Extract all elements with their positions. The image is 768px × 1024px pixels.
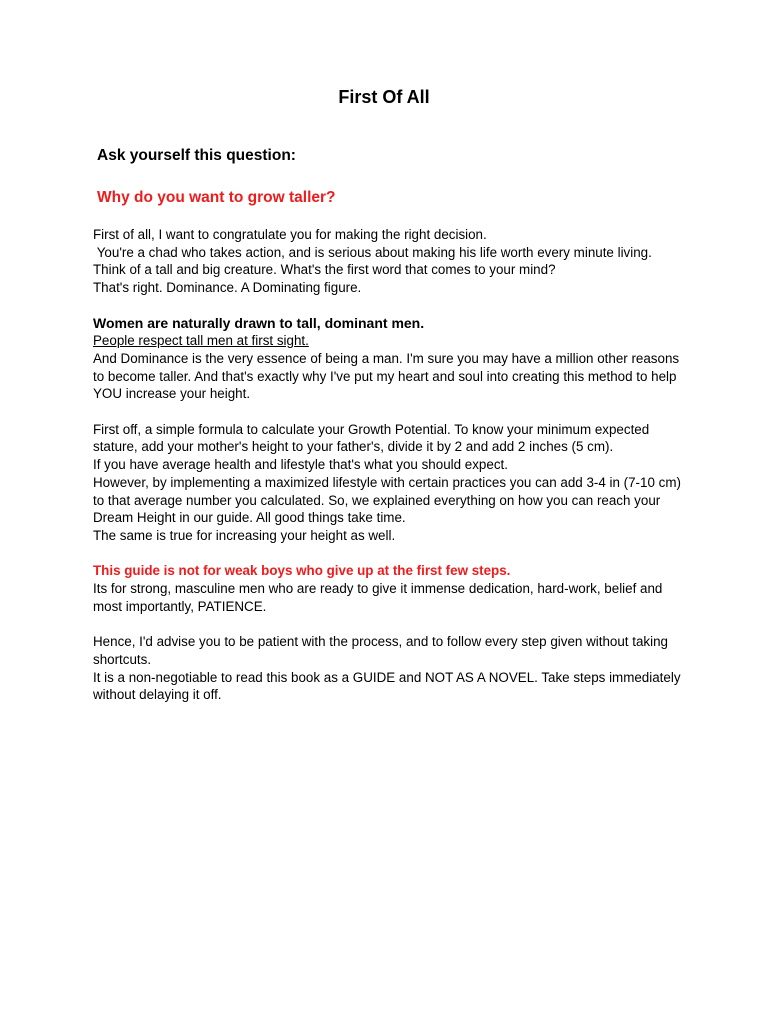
intro-line-1: First of all, I want to congratulate you for making the right decision. <box>93 227 487 242</box>
document-body <box>93 226 683 704</box>
formula-paragraph: First off, a simple formula to calculate your Growth Potential. To know your minimum expected stature, add your mother's height to your father's, divide it by 2 and add 2 inches (5 cm). <box>93 421 650 455</box>
advise-paragraph: Hence, I'd advise you to be patient with the process, and to follow every step given without taking shortcuts. <box>93 634 668 667</box>
paragraph-gap <box>93 545 683 563</box>
strong-paragraph: Its for strong, masculine men who are ready to give it immense dedication, hard-work, belief and most importantly, PATIENCE. <box>93 581 663 614</box>
maximized-paragraph: However, by implementing a maximized lifestyle with certain practices you can add 3-4 in (7-10 cm) to that average number you calculated. So, we explained everything on how you can reach your Dream Height in our guide. All good things take time. <box>93 474 681 526</box>
intro-line-4: That's right. Dominance. A Dominating figure. <box>93 280 362 296</box>
guide-paragraph: It is a non-negotiable to read this book as a GUIDE and NOT AS A NOVEL. Take steps immediately without delaying it off. <box>93 669 681 703</box>
paragraph-gap <box>93 297 683 315</box>
women-heading: Women are naturally drawn to tall, dominant men. <box>93 314 425 331</box>
page-title: First Of All <box>338 87 430 107</box>
warning-line: This guide is not for weak boys who give up at the first few steps. <box>93 563 511 579</box>
dominance-paragraph: And Dominance is the very essence of being a man. I'm sure you may have a million other reasons to become taller. And that's exactly why I've put my heart and soul into creating this method to help YOU increase your height. <box>93 350 680 402</box>
paragraph-gap <box>93 403 683 421</box>
key-question: Why do you want to grow taller? <box>97 189 336 206</box>
question-label: Ask yourself this question: <box>97 147 296 164</box>
intro-line-3: Think of a tall and big creature. What's the first word that comes to your mind? <box>93 262 556 278</box>
same-line: The same is true for increasing your height as well. <box>93 527 396 543</box>
paragraph-gap <box>93 615 683 633</box>
average-line: If you have average health and lifestyle that's what you should expect. <box>93 457 508 473</box>
respect-line: People respect tall men at first sight. <box>93 333 309 349</box>
intro-line-2: You're a chad who takes action, and is serious about making his life worth every minute living. <box>93 244 652 260</box>
